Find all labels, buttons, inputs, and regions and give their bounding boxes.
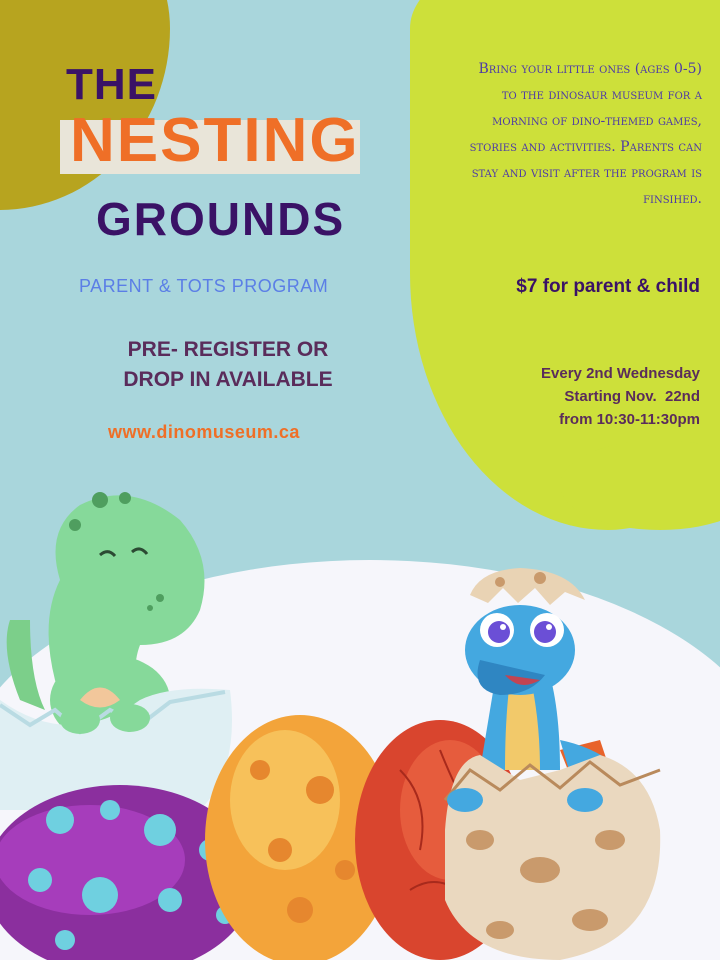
schedule-line: Starting Nov. 22nd xyxy=(564,388,700,405)
dinosaur-illustrations xyxy=(0,470,720,960)
description-line: to the dinosaur museum for a xyxy=(501,87,702,103)
program-subtitle: PARENT & TOTS PROGRAM xyxy=(79,276,329,296)
price-text: $7 for parent & child xyxy=(516,276,700,297)
schedule-text xyxy=(440,362,700,431)
registration-line-2: DROP IN AVAILABLE xyxy=(123,368,333,392)
description-line: finsihed. xyxy=(643,191,702,207)
registration-note xyxy=(98,335,358,396)
description-line: morning of dino-themed games, xyxy=(492,113,702,129)
blue-dinosaur-hatching-icon xyxy=(445,568,660,960)
website-link[interactable]: www.dinomuseum.ca xyxy=(108,422,300,442)
description-line: stories and activities. Parents can xyxy=(469,139,702,155)
green-dinosaur-hatching-icon xyxy=(0,492,232,810)
title-the: THE xyxy=(66,60,157,109)
title-nesting: NESTING xyxy=(70,106,360,175)
program-description xyxy=(440,56,702,212)
description-line: Bring your little ones (ages 0-5) xyxy=(478,61,702,77)
description-line: stay and visit after the program is xyxy=(471,165,702,181)
schedule-line: from 10:30-11:30pm xyxy=(559,411,700,428)
title-grounds: GROUNDS xyxy=(96,193,346,245)
registration-line-1: PRE- REGISTER OR xyxy=(127,338,329,361)
schedule-line: Every 2nd Wednesday xyxy=(541,365,700,382)
